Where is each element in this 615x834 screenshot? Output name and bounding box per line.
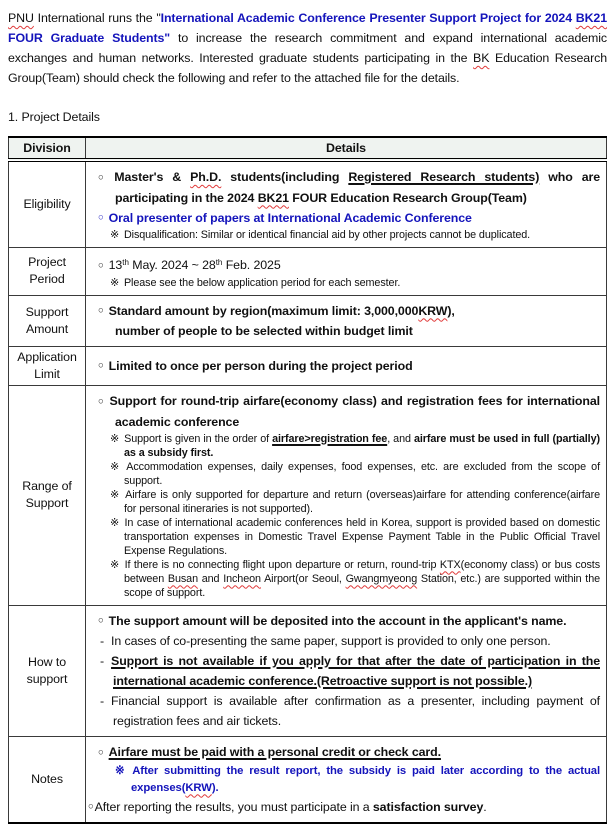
- text-segment: 13: [108, 258, 123, 272]
- circle-bullet-icon: ○: [98, 305, 104, 316]
- text-segment: International Academic Conference Presenter Support Project for 2024: [160, 11, 576, 25]
- detail-line: [88, 253, 600, 276]
- division-cell: Project Period: [9, 248, 86, 296]
- detail-line: [88, 276, 600, 290]
- detail-line: [88, 763, 600, 797]
- text-segment: students(including: [221, 170, 349, 184]
- text-segment: Support for round-trip airfare(economy class) and registration fees for international academic conference: [109, 394, 600, 429]
- ref-bullet-icon: ※: [110, 229, 119, 241]
- detail-line: [88, 321, 600, 341]
- text-segment: Registered Research students): [348, 170, 540, 184]
- circle-bullet-icon: ○: [98, 615, 104, 626]
- details-cell: [86, 605, 607, 737]
- detail-line: [88, 488, 600, 516]
- details-cell: [86, 737, 607, 824]
- details-cell: [86, 160, 607, 248]
- ref-bullet-icon: ※: [110, 488, 121, 501]
- text-segment: Busan: [167, 572, 198, 585]
- details-cell: [86, 295, 607, 347]
- detail-line: [88, 516, 600, 558]
- text-segment: Airfare must be paid with a personal credit or check card.: [108, 745, 441, 759]
- text-segment: to increase the research commitment and expand international academic exchanges and human networks. Interested graduate students participating in the: [8, 31, 607, 65]
- text-segment: , and: [387, 432, 414, 445]
- text-segment: PNU: [8, 11, 34, 25]
- text-segment: If there is no connecting flight upon departure or return, round-trip: [124, 558, 440, 571]
- text-segment: Support is not available if you apply for that after the date of participation in the international academic conference.(Retroactive support is not possible.): [111, 654, 600, 688]
- project-details-table: [8, 136, 607, 824]
- detail-line: [88, 228, 600, 242]
- text-segment: Gwangmyeong: [345, 572, 418, 585]
- text-segment: (economy class) or bus costs between: [124, 558, 600, 585]
- text-segment: satisfaction survey: [372, 799, 484, 814]
- text-segment: Oral presenter of papers at International Academic Conference: [108, 210, 472, 225]
- division-cell: Application Limit: [9, 347, 86, 386]
- table-row: [9, 248, 607, 296]
- text-segment: Limited to once per person during the project period: [108, 358, 413, 373]
- details-cell: [86, 347, 607, 386]
- division-cell: Eligibility: [9, 160, 86, 248]
- circle-bullet-icon: ○: [98, 212, 104, 223]
- text-segment: .: [483, 799, 487, 814]
- text-segment: KRW: [185, 781, 212, 794]
- circle-bullet-icon: ○: [98, 746, 104, 758]
- text-segment: In case of international academic conferences held in Korea, support is provided based on domestic transportation expenses in Domestic Travel Expense Payment Table in the Public Official Travel Expense Regulations.: [124, 516, 600, 557]
- division-header-cell: Division: [9, 137, 86, 160]
- division-cell: How to support: [9, 605, 86, 737]
- table-header-row: [9, 137, 607, 160]
- text-segment: th: [122, 258, 129, 267]
- table-row: [9, 386, 607, 606]
- text-segment: who are participating in the 2024: [115, 170, 600, 205]
- detail-line: [88, 558, 600, 600]
- dash-bullet-icon: -: [100, 634, 105, 648]
- text-segment: ).: [211, 781, 219, 794]
- text-segment: Station, etc.) are supported within the scope of support.: [124, 572, 600, 599]
- details-cell: [86, 248, 607, 296]
- text-segment: Incheon: [223, 572, 261, 585]
- text-segment: number of people to be selected within budget limit: [115, 324, 413, 338]
- text-segment: After submitting the result report, the subsidy is paid later according to the actual expenses(: [131, 764, 600, 794]
- circle-bullet-icon: ○: [98, 171, 110, 183]
- dash-bullet-icon: -: [100, 654, 105, 668]
- text-segment: BK21: [575, 11, 607, 25]
- text-segment: FOUR Education Research Group(Team): [288, 190, 527, 205]
- text-segment: Standard amount by region(maximum limit: 3,000,000: [108, 303, 419, 318]
- table-body: [9, 160, 607, 823]
- text-segment: KRW: [418, 303, 448, 318]
- text-segment: Please see the below application period for each semester.: [123, 276, 401, 289]
- text-segment: Education Research Group(Team) should check the following and refer to the attached file for the details.: [8, 51, 608, 85]
- text-segment: May. 2024 ~ 28: [128, 258, 216, 272]
- detail-line: [88, 301, 600, 322]
- text-segment: Ph.D.: [190, 170, 222, 184]
- table-row: [9, 605, 607, 737]
- text-segment: KTX: [439, 558, 461, 571]
- text-segment: BK21: [257, 190, 289, 205]
- text-segment: FOUR Graduate Students": [8, 31, 171, 45]
- text-segment: airfare>registration fee: [272, 432, 388, 445]
- ref-bullet-icon: ※: [115, 764, 128, 777]
- text-segment: ),: [447, 303, 455, 318]
- table-row: [9, 160, 607, 248]
- circle-bullet-icon: ○: [98, 395, 105, 407]
- text-segment: Disqualification: Similar or identical financial aid by other projects cannot be duplicated.: [123, 229, 531, 241]
- circle-bullet-icon: ○: [88, 801, 94, 812]
- text-segment: Financial support is available after confirmation as a presenter, including payment of registration fees and air tickets.: [111, 694, 600, 728]
- detail-line: [88, 391, 600, 432]
- detail-line: [88, 167, 600, 208]
- circle-bullet-icon: ○: [98, 360, 104, 372]
- dash-bullet-icon: -: [100, 694, 105, 708]
- text-segment: Master's &: [114, 170, 191, 184]
- text-segment: airfare must be used in full (partially) as a subsidy first.: [124, 432, 600, 459]
- detail-line: [88, 631, 600, 651]
- division-cell: Support Amount: [9, 295, 86, 347]
- ref-bullet-icon: ※: [110, 276, 119, 289]
- division-cell: Range of Support: [9, 386, 86, 606]
- detail-line: [88, 797, 600, 818]
- detail-line: [88, 651, 600, 691]
- division-cell: Notes: [9, 737, 86, 824]
- detail-line: [88, 208, 600, 229]
- ref-bullet-icon: ※: [110, 432, 120, 445]
- circle-bullet-icon: ○: [98, 259, 104, 271]
- text-segment: Airfare is only supported for departure and return (overseas)airfare for attending conference(airfare for personal itineraries is not supported).: [124, 488, 600, 515]
- table-row: [9, 295, 607, 347]
- detail-line: [88, 356, 600, 377]
- detail-line: [88, 432, 600, 460]
- table-row: [9, 347, 607, 386]
- text-segment: International runs the ": [33, 11, 161, 25]
- table-row: [9, 737, 607, 824]
- detail-line: [88, 611, 600, 632]
- ref-bullet-icon: ※: [110, 516, 120, 529]
- details-header-cell: Details: [86, 137, 607, 160]
- text-segment: Accommodation expenses, daily expenses, food expenses, etc. are excluded from the scope of support.: [124, 460, 600, 487]
- text-segment: Feb. 2025: [222, 258, 281, 272]
- text-segment: BK: [473, 51, 490, 65]
- detail-line: [88, 742, 600, 763]
- text-segment: and: [198, 572, 224, 585]
- text-segment: Airport(or Seoul,: [260, 572, 346, 585]
- detail-line: [88, 460, 600, 488]
- text-segment: The support amount will be deposited into the account in the applicant's name.: [108, 613, 567, 628]
- text-segment: After reporting the results, you must participate in a: [94, 799, 373, 814]
- detail-line: [88, 691, 600, 731]
- details-cell: [86, 386, 607, 606]
- ref-bullet-icon: ※: [110, 460, 122, 473]
- text-segment: Support is given in the order of: [124, 432, 273, 445]
- text-segment: th: [215, 258, 223, 267]
- section-title: 1. Project Details: [8, 110, 100, 124]
- ref-bullet-icon: ※: [110, 558, 120, 571]
- text-segment: In cases of co-presenting the same paper, support is provided to only one person.: [111, 634, 551, 648]
- intro-paragraph: [8, 8, 607, 88]
